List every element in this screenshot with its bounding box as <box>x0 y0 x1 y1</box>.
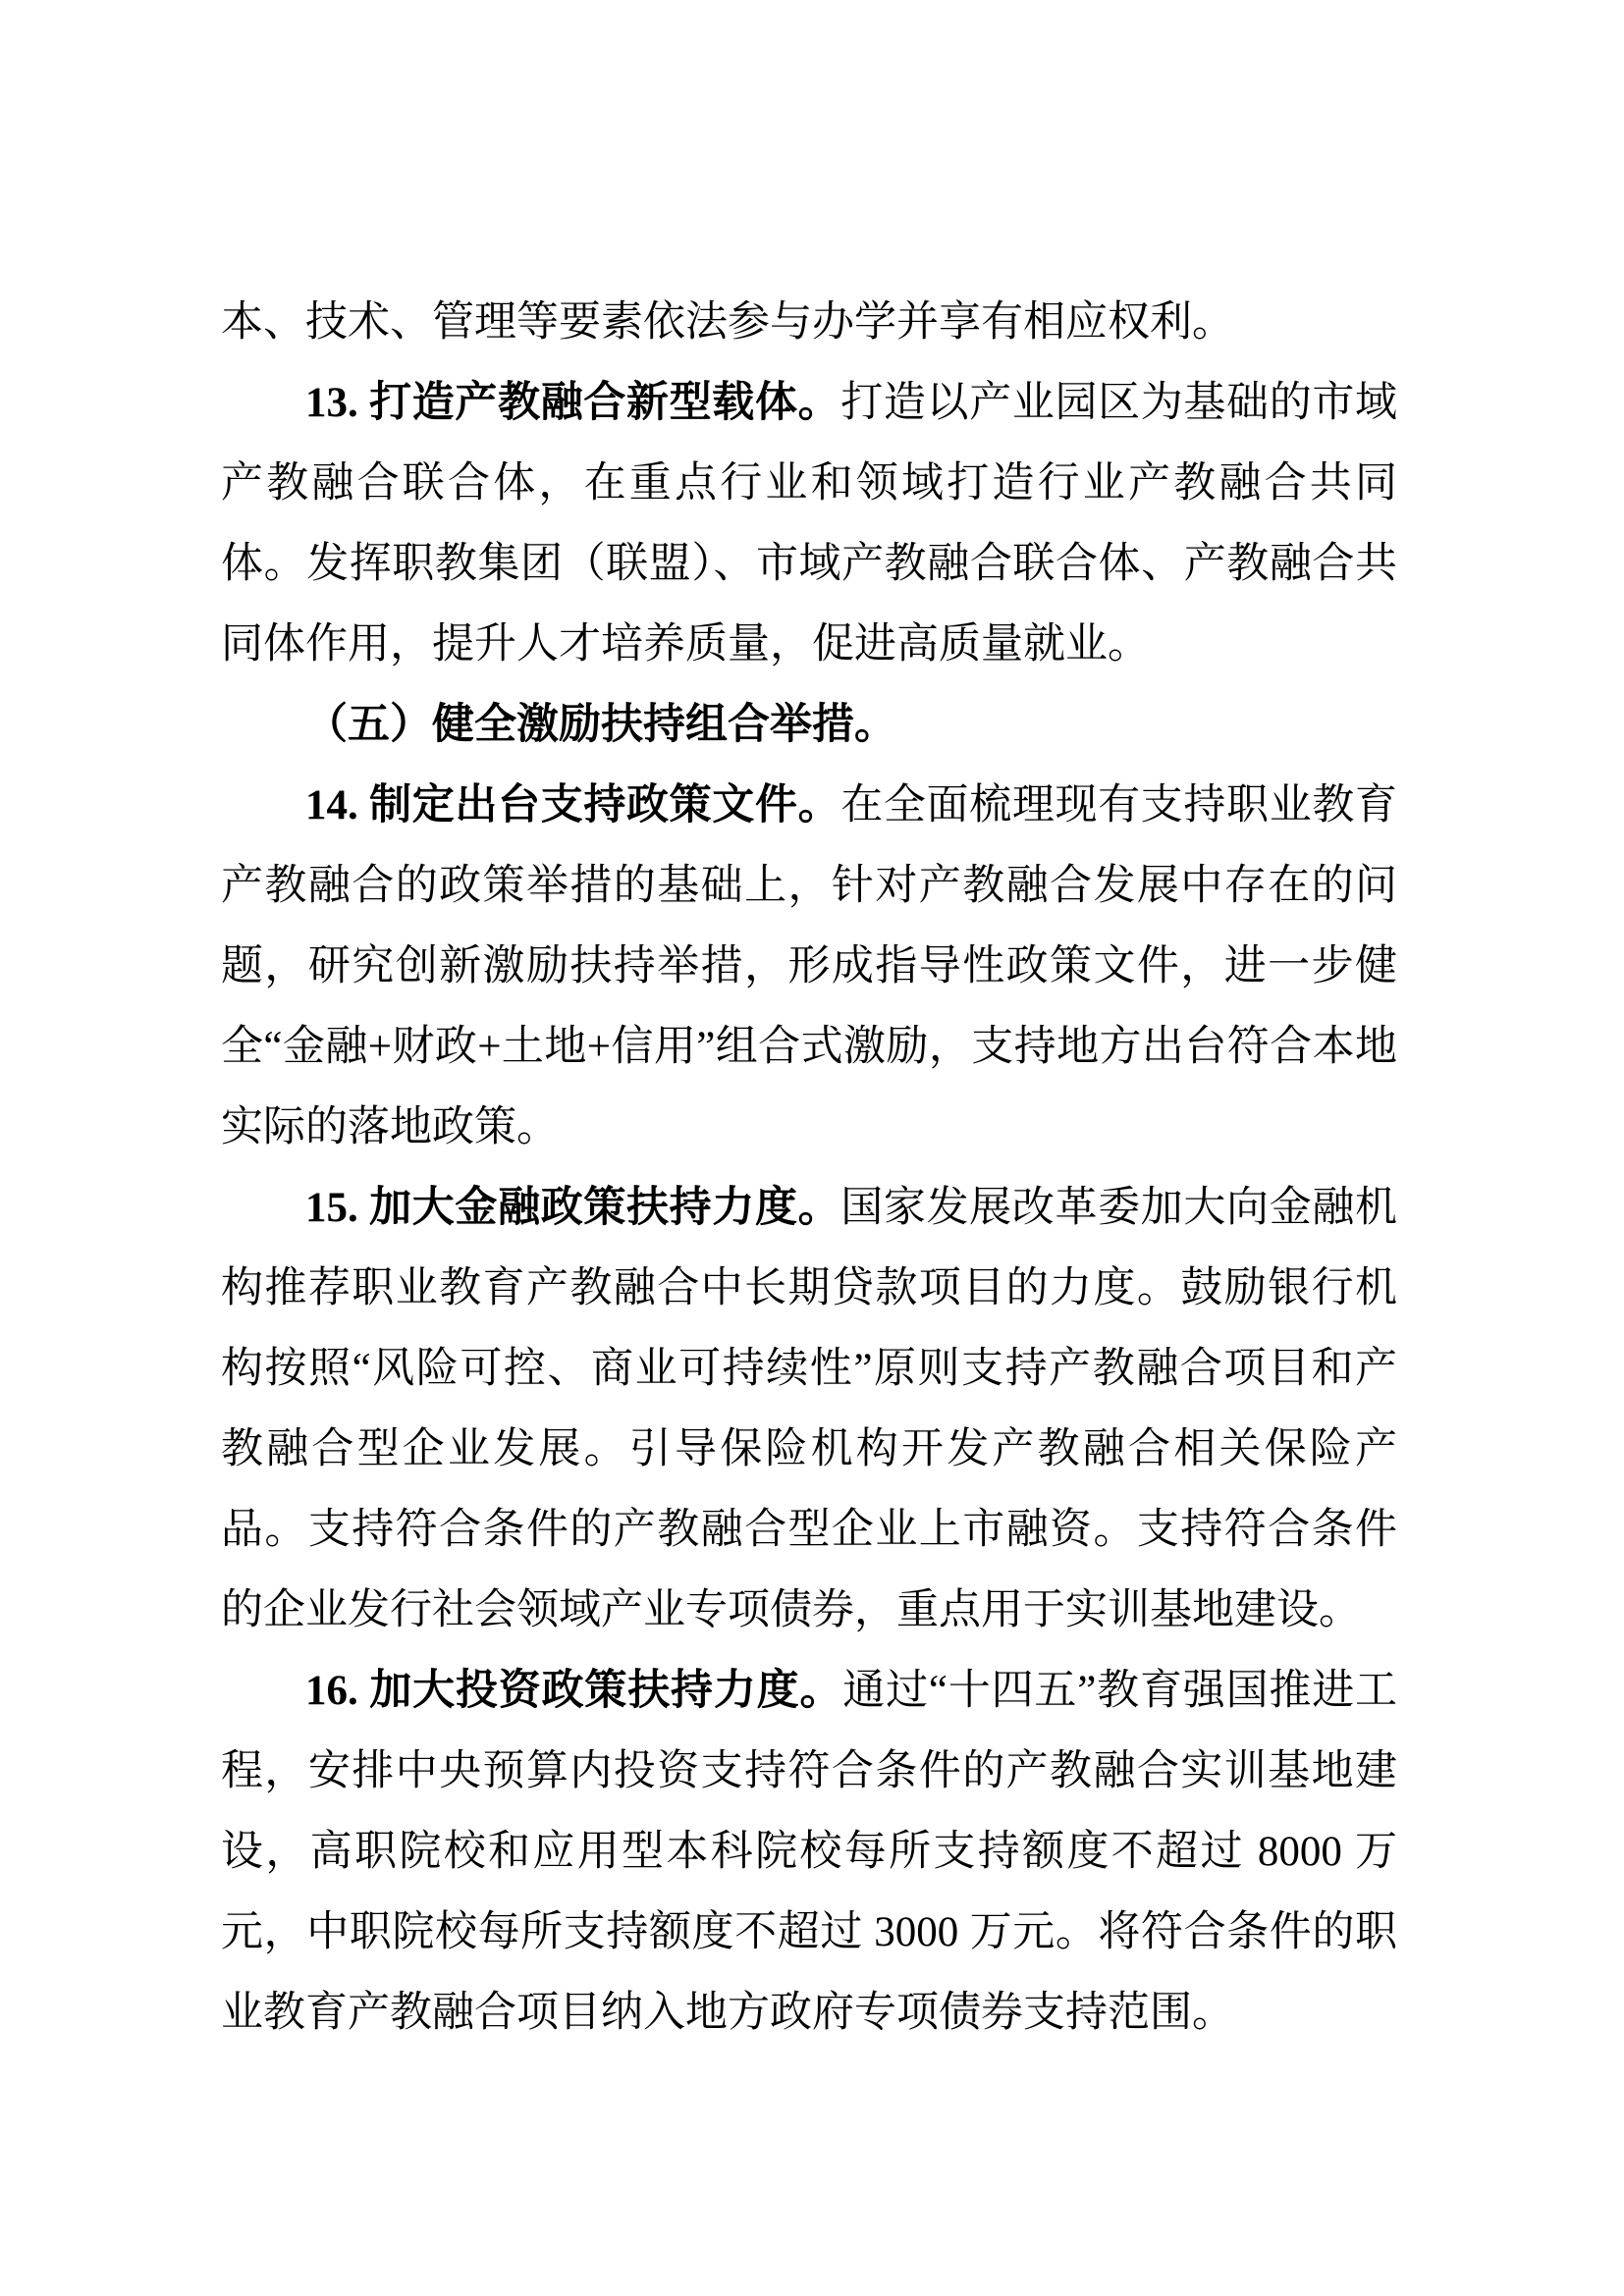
para-item-16 <box>221 1651 1397 2054</box>
para-item-15 <box>221 1168 1397 1651</box>
body-text: 打造以产业园区为基础的市域产教融合联合体，在重点行业和领域打造行业产教融合共同体。发挥职教集团（联盟）、市域产教融合联合体、产教融合共同体作用，提升人才培养质量，促进高质量就业。 <box>221 380 1397 667</box>
para-heading-wu <box>221 685 1397 766</box>
lead-sentence-text: 15. 加大金融政策扶持力度。 <box>305 1185 841 1231</box>
document-body <box>221 283 1397 2054</box>
para-continuation-top <box>221 283 1397 363</box>
lead-sentence-text: 13. 打造产教融合新型载体。 <box>305 380 841 426</box>
body-text: 本、技术、管理等要素依法参与办学并享有相应权利。 <box>221 299 1234 346</box>
para-item-13 <box>221 363 1397 685</box>
lead-sentence-text: 14. 制定出台支持政策文件。 <box>305 782 841 828</box>
lead-sentence-text: （五）健全激励扶持组合举措。 <box>305 702 896 748</box>
para-item-14 <box>221 766 1397 1168</box>
body-text: 国家发展改革委加大向金融机构推荐职业教育产教融合中长期贷款项目的力度。鼓励银行机构按照“风险可控、商业可持续性”原则支持产教融合项目和产教融合型企业发展。引导保险机构开发产教融合相关保险产品。支持符合条件的产教融合型企业上市融资。支持符合条件的企业发行社会领域产业专项债券，重点用于实训基地建设。 <box>221 1185 1397 1633</box>
body-text: 通过“十四五”教育强国推进工程，安排中央预算内投资支持符合条件的产教融合实训基地建设，高职院校和应用型本科院校每所支持额度不超过 8000 万元，中职院校每所支持额度不超过 3000 万元。将符合条件的职业教育产教融合项目纳入地方政府专项债券支持范围。 <box>221 1668 1398 2036</box>
lead-sentence-text: 16. 加大投资政策扶持力度。 <box>305 1668 843 1714</box>
body-text: 在全面梳理现有支持职业教育产教融合的政策举措的基础上，针对产教融合发展中存在的问题，研究创新激励扶持举措，形成指导性政策文件，进一步健全“金融+财政+土地+信用”组合式激励，支持地方出台符合本地实际的落地政策。 <box>221 782 1397 1150</box>
